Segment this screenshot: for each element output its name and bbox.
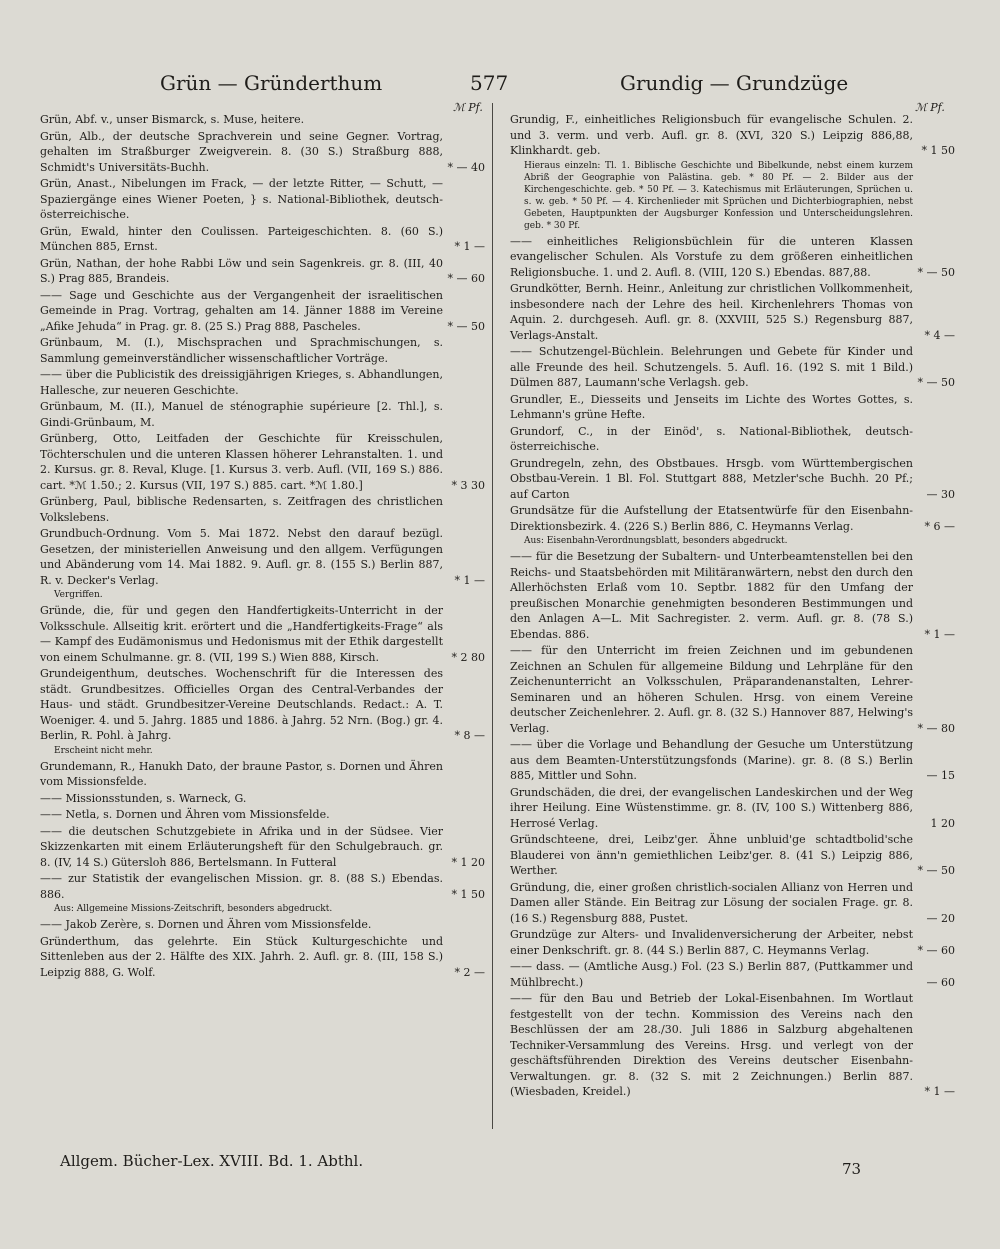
catalog-entry (40, 759, 485, 790)
entry-price: * 4 — (924, 328, 955, 342)
catalog-entry (40, 666, 485, 744)
entry-text: —— dass. — (Amtliche Ausg.) Fol. (23 S.) Berlin 887, (Puttkammer und Mühlbrecht.) (510, 960, 913, 989)
entry-text: Grün, Nathan, der hohe Rabbi Löw und sein Sagenkreis. gr. 8. (III, 40 S.) Prag 885, Brandeis. (40, 256, 443, 285)
entry-text: Grundzüge zur Alters- und Invalidenversicherung der Arbeiter, nebst einer Denkschrift. gr. 8. (44 S.) Berlin 887, C. Heymanns Verlag. (510, 928, 913, 957)
entry-text: Grünbaum, M. (I.), Mischsprachen und Sprachmischungen, s. Sammlung gemeinverständlicher wissenschaftlicher Vorträge. (40, 336, 443, 365)
entry-text: Grundbuch-Ordnung. Vom 5. Mai 1872. Nebst den darauf bezügl. Gesetzen, der ministeriellen Anweisung und den allgem. Verfügungen und Abänderung vom 14. Mai 1882. 9. Aufl. gr. 8. (155 S.) Berlin 887, R. v. Decker's Verlag. (40, 527, 443, 587)
entry-price: 1 20 (930, 816, 955, 830)
catalog-entry (510, 785, 955, 832)
catalog-entry (510, 344, 955, 391)
catalog-entry (40, 824, 485, 871)
entry-note (40, 745, 485, 757)
signature-line: Allgem. Bücher-Lex. XVIII. Bd. 1. Abthl. (60, 1152, 364, 1170)
entry-price: * — 80 (917, 721, 955, 735)
entry-text: Hieraus einzeln: Tl. 1. Biblische Geschichte und Bibelkunde, nebst einem kurzem Abriß der Geographie von Palästina. geb. * 80 Pf. — 2. Bilder aus der Kirchengeschichte. geb. * 50 Pf. — 3. Katechismus mit Erläuterungen, Sprüchen u. s. w. geb. * 50 Pf. — 4. Kirchenlieder mit Sprüchen und Dichterbiographien, nebst Gebeten, Hauptpunkten der Augsburger Konfession und Unterscheidungslehren. geb. * 30 Pf. (524, 160, 913, 231)
entry-text: —— für die Besetzung der Subaltern- und Unterbeamtenstellen bei den Reichs- und Staatsbehörden mit Militäranwärtern, nebst den durch den Allerhöchsten Erlaß vom 10. Septbr. 1882 für den Umfang der preußischen Monarchie genehmigten besonderen Bestimmungen und den Anlagen A—L. Mit Sachregister. 2. verm. Aufl. gr. 8. (78 S.) Ebendas. 886. (510, 550, 913, 641)
catalog-entry (510, 112, 955, 159)
catalog-entry (40, 256, 485, 287)
catalog-entry (40, 288, 485, 335)
entry-note (40, 903, 485, 915)
entry-text: Grünbaum, M. (II.), Manuel de sténographie supérieure [2. Thl.], s. Gindi-Grünbaum, M. (40, 400, 443, 429)
entry-text: Grundemann, R., Hanukh Dato, der braune Pastor, s. Dornen und Ähren vom Missionsfelde. (40, 759, 443, 788)
entry-price: * 1 50 (451, 887, 485, 901)
entry-price: * — 50 (447, 319, 485, 333)
entry-note (510, 535, 955, 547)
entry-text: —— für den Unterricht im freien Zeichnen und im gebundenen Zeichnen an Schulen für allgemeine Bildung und Lehrpläne für den Zeichenunterricht an Volksschulen, Präparandenanstalten, Lehrer-Seminaren und an höheren Schulen. Hrsg. von einem Vereine deutscher Zeichenlehrer. 2. Aufl. gr. 8. (32 S.) Hannover 887, Helwing's Verlag. (510, 644, 913, 735)
entry-price: * 1 — (454, 240, 485, 253)
catalog-entry (40, 807, 485, 823)
entry-price: * — 40 (447, 160, 485, 174)
catalog-entry (510, 880, 955, 927)
entry-price: * 1 — (924, 627, 955, 641)
entry-price: * 1 — (924, 1085, 955, 1098)
entry-text: Grün, Abf. v., unser Bismarck, s. Muse, heitere. (40, 113, 305, 126)
catalog-entry (510, 281, 955, 343)
running-head-left: Grün — Gründerthum (160, 71, 383, 95)
entry-text: Grün, Anast., Nibelungen im Frack, — der letzte Ritter, — Schutt, — Spaziergänge eines Wiener Poeten, } s. National-Bibliothek, deutsch-österreichische. (40, 177, 443, 221)
entry-text: Gründung, die, einer großen christlich-socialen Allianz von Herren und Damen aller Stände. Ein Beitrag zur Lösung der socialen Frage. gr. 8. (16 S.) Regensburg 888, Pustet. (510, 880, 913, 925)
right-column (510, 112, 955, 1101)
entry-price: * 3 30 (451, 478, 485, 492)
entry-price: * 2 — (454, 965, 485, 979)
entry-price: * 1 20 (451, 855, 485, 869)
catalog-entry (40, 494, 485, 525)
catalog-entry (40, 224, 485, 255)
entry-text: —— Sage und Geschichte aus der Vergangenheit der israelitischen Gemeinde in Prag. Vortrag, gehalten am 14. Jänner 1888 im Vereine „Afike Jehuda“ in Prag. gr. 8. (25 S.) Prag 888, Pascheles. (40, 288, 443, 333)
catalog-entry (510, 456, 955, 503)
catalog-entry (510, 737, 955, 784)
entry-text: Grundregeln, zehn, des Obstbaues. Hrsgb. vom Württembergischen Obstbau-Verein. 1 Bl. Fol. Stuttgart 888, Metzler'sche Buchh. 20 Pf.; auf Carton (510, 456, 913, 501)
price-unit-right: ℳ Pf. (915, 101, 945, 114)
entry-text: —— Missionsstunden, s. Warneck, G. (40, 791, 247, 805)
left-column (40, 112, 485, 981)
catalog-entry (510, 832, 955, 879)
entry-note (40, 589, 485, 601)
catalog-entry (40, 526, 485, 588)
entry-text: —— Netla, s. Dornen und Ähren vom Missionsfelde. (40, 808, 330, 821)
entry-price: * 1 — (454, 573, 485, 587)
running-head-right: Grundig — Grundzüge (620, 71, 849, 95)
entry-text: —— Jakob Zerère, s. Dornen und Ähren vom Missionsfelde. (40, 918, 372, 931)
entry-price: * 2 80 (451, 650, 485, 664)
entry-price: * — 50 (917, 376, 955, 389)
catalog-entry (510, 643, 955, 736)
entry-text: Aus: Eisenbahn-Verordnungsblatt, besonders abgedruckt. (524, 536, 788, 546)
catalog-entry (40, 871, 485, 902)
entry-text: —— die deutschen Schutzgebiete in Afrika und in der Südsee. Vier Skizzenkarten mit einem Erläuterungsheft für den Schulgebrauch. gr. 8. (IV, 14 S.) Gütersloh 886, Bertelsmann. In Futteral (40, 824, 443, 869)
catalog-entry (40, 367, 485, 398)
entry-price: — 60 (926, 975, 955, 989)
entry-text: Grünberg, Otto, Leitfaden der Geschichte für Kreisschulen, Töchterschulen und die unteren Klassen höherer Lehranstalten. 1. und 2. Kursus. gr. 8. Reval, Kluge. [1. Kursus 3. verb. Aufl. (VII, 169 S.) 886. cart. *ℳ 1.50.; 2. Kursus (VII, 197 S.) 885. cart. *ℳ 1.80.] (40, 432, 443, 492)
catalog-entry (510, 991, 955, 1100)
catalog-entry (40, 129, 485, 176)
signature-number: 73 (842, 1160, 862, 1178)
entry-price: * 8 — (454, 729, 485, 742)
catalog-entry (510, 959, 955, 990)
entry-text: —— einheitliches Religionsbüchlein für die unteren Klassen evangelischer Schulen. Als Vorstufe zu dem größeren einheitlichen Religionsbuche. 1. und 2. Aufl. 8. (VIII, 120 S.) Ebendas. 887,88. (510, 234, 913, 279)
entry-text: Erscheint nicht mehr. (54, 745, 153, 756)
catalog-entry (40, 431, 485, 493)
catalog-entry (40, 791, 485, 807)
entry-price: * — 50 (917, 864, 955, 877)
catalog-entry (510, 503, 955, 534)
entry-text: Grün, Alb., der deutsche Sprachverein und seine Gegner. Vortrag, gehalten im Straßburger Zweigverein. 8. (30 S.) Straßburg 888, Schmidt's Universitäts-Buchh. (40, 129, 443, 174)
entry-note (510, 160, 955, 232)
entry-text: Gründe, die, für und gegen den Handfertigkeits-Unterricht in der Volksschule. Allseitig krit. erörtert und die „Handfertigkeits-Frage“ als — Kampf des Eudämonismus und Hedonismus mit der Ethik dargestellt von einem Schulmanne. gr. 8. (VII, 199 S.) Wien 888, Kirsch. (40, 604, 443, 664)
entry-text: Grundeigenthum, deutsches. Wochenschrift für die Interessen des städt. Grundbesitzes. Officielles Organ des Central-Verbandes der Haus- und städt. Grundbesitzer-Vereine Deutschlands. Redact.: A. T. Woeniger. 4. und 5. Jahrg. 1885 und 1886. à Jahrg. 52 Nrn. (Bog.) gr. 4. Berlin, R. Pohl. à Jahrg. (40, 667, 443, 742)
entry-text: Grundler, E., Diesseits und Jenseits im Lichte des Wortes Gottes, s. Lehmann's grüne Hefte. (510, 392, 913, 421)
catalog-entry (40, 917, 485, 933)
entry-price: — 30 (926, 487, 955, 501)
entry-text: Grundorf, C., in der Einöd', s. National-Bibliothek, deutsch-österreichische. (510, 424, 913, 453)
catalog-entry (40, 934, 485, 981)
entry-text: —— über die Publicistik des dreissigjährigen Krieges, s. Abhandlungen, Hallesche, zur neueren Geschichte. (40, 368, 443, 397)
entry-price: * 6 — (924, 519, 955, 533)
entry-price: — 15 (926, 769, 955, 782)
entry-text: —— zur Statistik der evangelischen Mission. gr. 8. (88 S.) Ebendas. 886. (40, 872, 443, 901)
entry-price: * — 60 (447, 272, 485, 285)
entry-text: —— über die Vorlage und Behandlung der Gesuche um Unterstützung aus dem Beamten-Unterstützungsfonds (Marine). gr. 8. (8 S.) Berlin 885, Mittler und Sohn. (510, 738, 913, 782)
entry-text: Grün, Ewald, hinter den Coulissen. Parteigeschichten. 8. (60 S.) München 885, Ernst. (40, 224, 443, 253)
entry-text: Grünberg, Paul, biblische Redensarten, s. Zeitfragen des christlichen Volkslebens. (40, 495, 443, 524)
catalog-entry (40, 176, 485, 223)
entry-price: — 20 (926, 911, 955, 925)
entry-text: Grundsätze für die Aufstellung der Etatsentwürfe für den Eisenbahn-Direktionsbezirk. 4. (226 S.) Berlin 886, C. Heymanns Verlag. (510, 504, 913, 533)
entry-text: Vergriffen. (54, 590, 103, 600)
entry-price: * 1 50 (921, 144, 955, 157)
catalog-entry (510, 392, 955, 423)
page-number: 577 (470, 71, 509, 95)
entry-text: Grundschäden, die drei, der evangelischen Landeskirchen und der Weg ihrer Heilung. Eine Wüstenstimme. gr. 8. (IV, 100 S.) Wittenberg 886, Herrosé Verlag. (510, 785, 913, 830)
catalog-entry (510, 927, 955, 958)
entry-text: Gründschteene, drei, Leibz'ger. Ähne unbluid'ge schtadtbolid'sche Blauderei von änn'n gemiethlichen Leibz'ger. 8. (41 S.) Leipzig 886, Werther. (510, 833, 913, 877)
entry-text: —— für den Bau und Betrieb der Lokal-Eisenbahnen. Im Wortlaut festgestellt von der techn. Kommission des Vereins nach den Beschlüssen der am 28./30. Juli 1886 in Salzburg abgehaltenen Techniker-Versammlung des Vereins. Hrsg. und verlegt von der geschäftsführenden Direktion des Vereins deutscher Eisenbahn-Verwaltungen. gr. 8. (32 S. mit 2 Zeichnungen.) Berlin 887. (Wiesbaden, Kreidel.) (510, 992, 913, 1098)
column-divider (492, 103, 493, 1129)
entry-price: * — 50 (917, 265, 955, 279)
entry-text: Gründerthum, das gelehrte. Ein Stück Kulturgeschichte und Sittenleben aus der 2. Hälfte des XIX. Jahrh. 2. Aufl. gr. 8. (III, 158 S.) Leipzig 888, G. Wolf. (40, 934, 443, 979)
catalog-entry (40, 112, 485, 128)
entry-text: Grundig, F., einheitliches Religionsbuch für evangelische Schulen. 2. und 3. verm. und verb. Aufl. gr. 8. (XVI, 320 S.) Leipzig 886,88, Klinkhardt. geb. (510, 113, 913, 157)
catalog-entry (40, 335, 485, 366)
catalog-entry (510, 424, 955, 455)
catalog-entry (40, 399, 485, 430)
price-unit-left: ℳ Pf. (453, 101, 483, 114)
entry-text: Grundkötter, Bernh. Heinr., Anleitung zur christlichen Vollkommenheit, insbesondere nach der Lehre des heil. Kirchenlehrers Thomas von Aquin. 2. durchgeseh. Aufl. gr. 8. (XXVIII, 525 S.) Regensburg 887, Verlags-Anstalt. (510, 282, 913, 342)
entry-price: * — 60 (917, 943, 955, 957)
entry-text: Aus: Allgemeine Missions-Zeitschrift, besonders abgedruckt. (54, 904, 333, 914)
catalog-entry (510, 234, 955, 281)
catalog-entry (510, 549, 955, 642)
entry-text: —— Schutzengel-Büchlein. Belehrungen und Gebete für Kinder und alle Freunde des heil. Schutzengels. 5. Aufl. 16. (192 S. mit 1 Bild.) Dülmen 887, Laumann'sche Verlagsh. geb. (510, 345, 913, 389)
catalog-entry (40, 603, 485, 665)
